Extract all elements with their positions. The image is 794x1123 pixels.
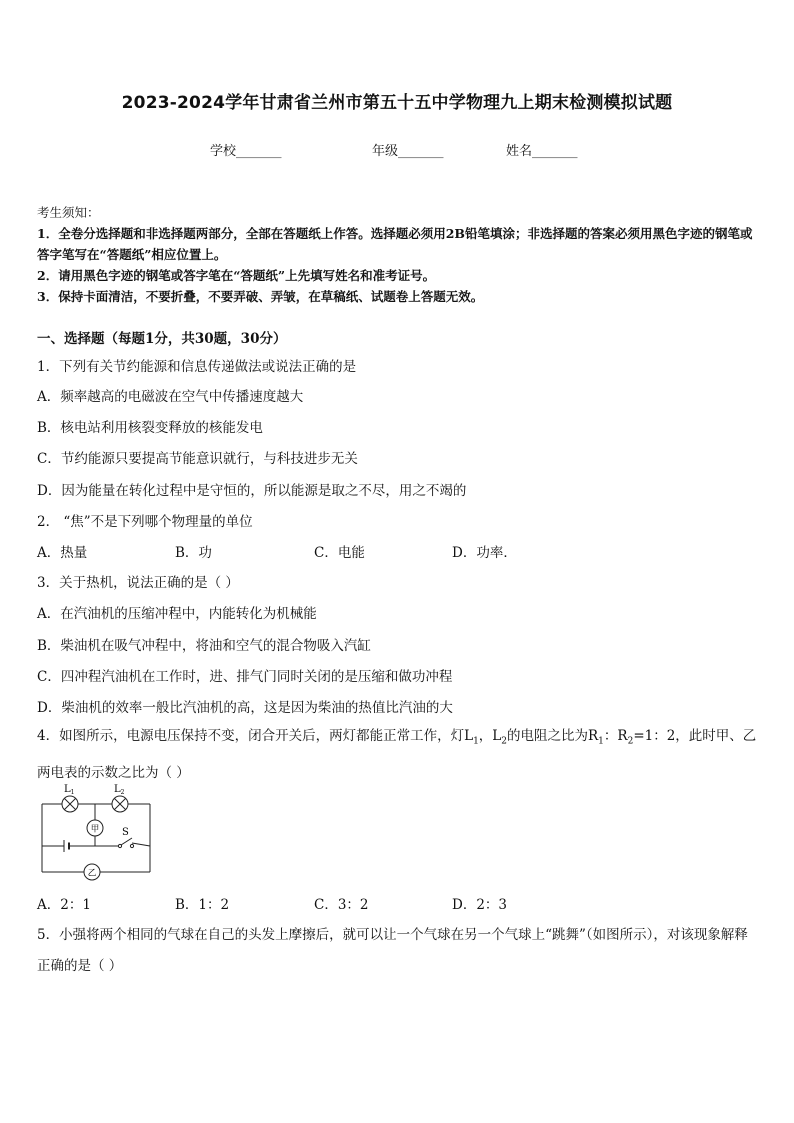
q4-subscript: 2 — [627, 736, 634, 747]
label-l2: $L_2$ — [114, 784, 125, 796]
question-3-option-d: D．柴油机的效率一般比汽油机的高，这是因为柴油的热值比汽油的大 — [37, 700, 453, 716]
question-4-option-a: A．2：1 — [37, 897, 91, 913]
question-4-stem — [37, 721, 759, 789]
question-3-stem: 3．关于热机，说法正确的是（ ） — [37, 575, 239, 591]
q4-stem-part: ：R — [603, 728, 628, 744]
school-field: 学校_______ — [210, 144, 282, 159]
label-l1: $L_1$ — [64, 784, 75, 796]
q4-stem-part: =1：2，此时甲、乙两电表的示数之比为（ ） — [37, 728, 757, 781]
question-4-option-d: D．2：3 — [452, 897, 508, 913]
question-4-option-b: B．1：2 — [175, 897, 230, 913]
battery-symbol — [64, 840, 69, 852]
switch-label: S — [122, 827, 129, 838]
question-2-option-a: A．热量 — [37, 545, 88, 561]
question-3-option-b: B．柴油机在吸气冲程中，将油和空气的混合物吸入汽缸 — [37, 638, 371, 654]
question-3-option-a: A．在汽油机的压缩冲程中，内能转化为机械能 — [37, 606, 317, 622]
question-2-stem: 2． “焦”不是下列哪个物理量的单位 — [37, 514, 253, 530]
question-2-option-c: C．电能 — [314, 545, 365, 561]
exam-notes — [37, 202, 759, 307]
note-item: 2．请用黑色字迹的钢笔或答字笔在“答题纸”上先填写姓名和准考证号。 — [37, 268, 436, 283]
question-4-option-c: C．3：2 — [314, 897, 369, 913]
question-1-option-c: C．节约能源只要提高节能意识就行，与科技进步无关 — [37, 451, 358, 467]
question-2-option-b: B．功 — [175, 545, 212, 561]
lamp-l2-symbol — [112, 796, 128, 812]
question-1-option-b: B．核电站利用核裂变释放的核能发电 — [37, 420, 263, 436]
note-item: 3．保持卡面清洁，不要折叠，不要弄破、弄皱，在草稿纸、试题卷上答题无效。 — [37, 289, 484, 304]
q4-stem-part: 4．如图所示，电源电压保持不变，闭合开关后，两灯都能正常工作，灯L — [37, 728, 474, 744]
question-5-stem: 5．小强将两个相同的气球在自己的头发上摩擦后，就可以让一个气球在另一个气球上“跳舞”（如图所示），对该现象解释正确的是（ ） — [37, 927, 748, 974]
name-field: 姓名_______ — [506, 144, 578, 159]
question-1-stem: 1．下列有关节约能源和信息传递做法或说法正确的是 — [37, 359, 357, 375]
meter-jia-label: 甲 — [90, 824, 100, 835]
exam-title: 2023-2024学年甘肃省兰州市第五十五中学物理九上期末检测模拟试题 — [121, 93, 673, 113]
q4-stem-part: 的电阻之比为R — [507, 728, 599, 744]
question-1-option-d: D．因为能量在转化过程中是守恒的，所以能源是取之不尽，用之不竭的 — [37, 483, 467, 499]
section-title: 一、选择题（每题1分，共30题，30分） — [37, 331, 287, 347]
notes-header: 考生须知： — [37, 205, 100, 220]
note-item: 1．全卷分选择题和非选择题两部分，全部在答题纸上作答。选择题必须用2B铅笔填涂；非选择题的答案必须用黑色字迹的钢笔或答字笔写在“答题纸”相应位置上。 — [37, 226, 753, 262]
question-2-option-d: D．功率． — [452, 545, 517, 561]
switch-symbol — [118, 838, 133, 848]
question-1-option-a: A．频率越高的电磁波在空气中传播速度越大 — [37, 389, 304, 405]
q4-subscript: 1 — [473, 736, 479, 747]
circuit-diagram — [34, 780, 158, 888]
grade-field: 年级_______ — [372, 144, 444, 159]
q4-subscript: 2 — [501, 736, 507, 747]
q4-subscript: 1 — [598, 736, 604, 747]
lamp-l1-symbol — [62, 796, 78, 812]
meter-yi-label: 乙 — [87, 868, 97, 879]
question-3-option-c: C．四冲程汽油机在工作时，进、排气门同时关闭的是压缩和做功冲程 — [37, 669, 453, 685]
q4-stem-part: ，L — [478, 728, 502, 744]
